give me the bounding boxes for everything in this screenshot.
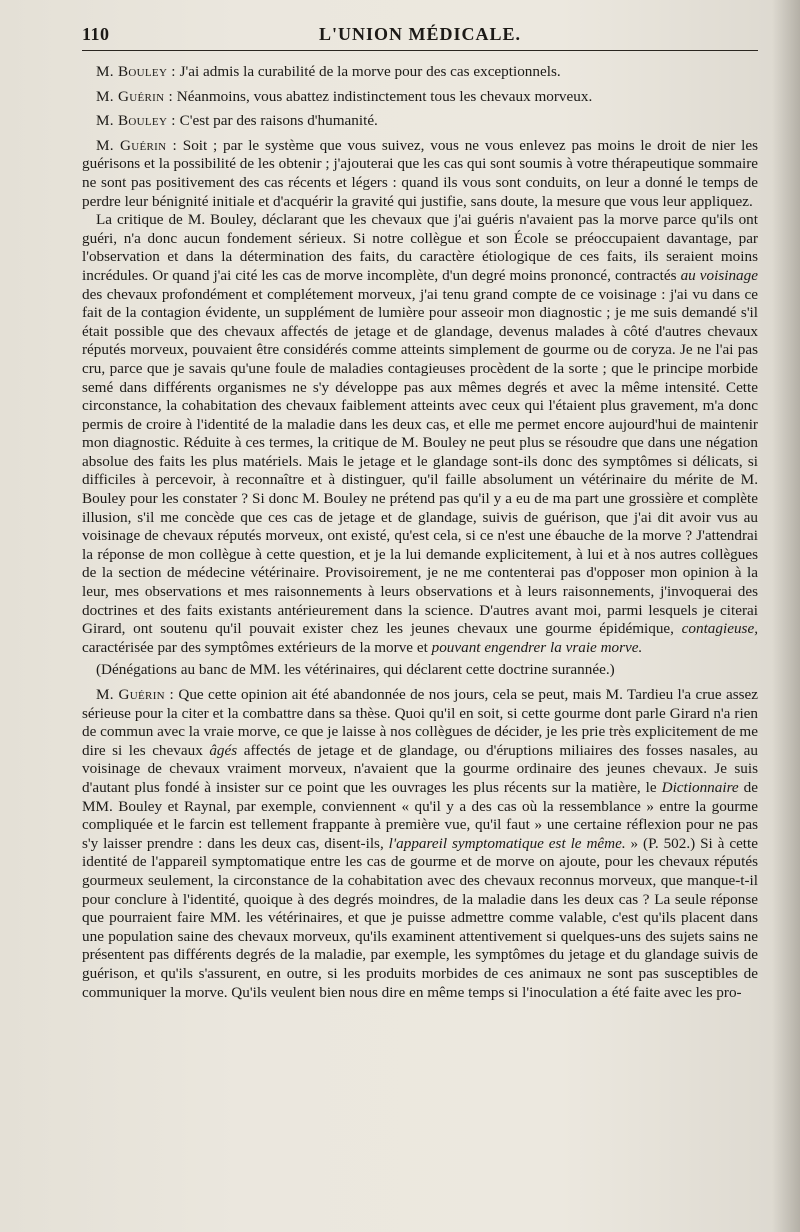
paragraph — [82, 686, 758, 1002]
speaker-name: M. Bouley : — [96, 112, 176, 130]
text-run: La critique de M. Bouley, déclarant que les chevaux que j'ai guéris n'avaient pas la morve parce qu'ils ont guéri, n'a donc aucun fondement sérieux. Si notre collègue et son École se préoccupaient davantage, par l'observation et dans la détermination des faits, du caractère étiologique de ces faits, ils seraient moins incrédules. Or quand j'ai cité les cas de morve incomplète, d'un degré moins prononcé, contractés — [82, 211, 758, 284]
text-run: C'est par des raisons d'humanité. — [175, 112, 378, 130]
text-run: caractérisée par des symptômes extérieurs de la morve et — [82, 638, 432, 656]
italic-text-run: âgés — [209, 741, 238, 759]
text-run: Néanmoins, vous abattez indistinctement tous les chevaux morveux. — [173, 87, 593, 105]
body-text — [82, 63, 758, 1002]
text-run: de MM. Bouley et Raynal, par exemple, conviennent « qu'il y a des cas où la ressemblance » entre la gourme compliquée et le farcin est tellement frappante à première vue, qu'il faut » une certaine réflexion pour ne pas s'y laisser prendre : dans les deux cas, disent-ils, — [82, 778, 758, 852]
text-run: des chevaux profondément et complétement morveux, j'ai tenu grand compte de ce voisinage : j'ai vu dans ce fait de la contagion évidente, un supplément de lumière pour asseoir mon diagnostic ; je me suis demandé s'il était possible que des chevaux affectés de jetage et de glandage, devenus malades à côté d'autres chevaux réputés morveux, pouvaient être considérés comme atteints simplement de gourme ou de coryza. Je ne l'ai pas cru, parce que je savais qu'une foule de maladies contagieuses procèdent de la sorte ; que le principe morbide semé dans différents organismes ne s'y développe pas aux mêmes degrés et avec la même intensité. Cette circonstance, la cohabitation des chevaux faiblement atteints avec ceux qui l'étaient plus gravement, m'a donc permis de croire à l'identité de la maladie dans les deux cas, et elle me permet encore aujourd'hui de maintenir mon diagnostic. Réduite à ces termes, la critique de M. Bouley ne peut plus se résoudre que dans une négation absolue des faits les plus matériels. Mais le jetage et le glandage sont-ils donc des symptômes si délicats, si difficiles à percevoir, à reconnaître et à distinguer, qu'il faille absolument un vétérinaire du mérite de M. Bouley pour les constater ? Si donc M. Bouley ne prétend pas qu'il y a eu de ma part une grossière et complète illusion, s'il me concède que ces cas de jetage et de glandage, suivis de guérison, que j'ai dit avoir vus au voisinage de chevaux réputés morveux, ont existé, qu'est cela, si ce n'est une ébauche de la morve ? J'attendrai la réponse de mon collègue à cette question, et je la lui demande explicitement, à lui et à nos autres collègues de la section de médecine vétérinaire. Provisoirement, je ne me contenterai pas d'opposer mon opinion à la leur, mes observations et mes raisonnements à leurs observations et à leurs raisonnements, j'invoquerai des doctrines et des faits existants antérieurement dans la science. D'autres avant moi, parmi lesquels je citerai Girard, ont soutenu qu'il pouvait exister chez les jeunes chevaux une gourme épidémique, — [82, 285, 758, 638]
text-run: affectés de jetage et de glandage, ou d'éruptions miliaires des fosses nasales, au voisinage de chevaux vraiment morveux, n'avaient que la gourme ordinaire des jeunes chevaux. Je suis d'autant plus fondé à insister sur ce point que les ouvrages les plus récents sur la matière, le — [82, 741, 758, 796]
text-run: » (P. 502.) Si à cette identité de l'appareil symptomatique entre les cas de gourme et de morve on ajoute, pour les chevaux réputés gourmeux seulement, la circonstance de la cohabitation avec des chevaux reconnus morveux, que manque-t-il pour conclure à l'identité, quoique à des degrés moindres, de la maladie dans les deux cas ? La seule réponse que pourraient faire MM. les vétérinaires, et que je puisse admettre comme valable, c'est qu'ils placent dans une population saine des chevaux morveux, qu'ils examinent attentivement si quelques-uns des sujets sains ne présentent pas différents degrés de la maladie, par exemple, les symptômes du jetage et du glandage suivis de guérison, et qu'ils s'assurent, en outre, si les produits morbides de ces animaux ne sont pas susceptibles de communiquer la morve. Qu'ils veulent bien nous dire en même temps si l'inoculation a été faite avec les pro- — [82, 834, 758, 1001]
text-run: J'ai admis la curabilité de la morve pour des cas exceptionnels. — [175, 63, 561, 80]
page-number: 110 — [82, 24, 110, 44]
speaker-name: M. Guérin : — [96, 136, 177, 154]
interjection-note — [82, 661, 758, 680]
paragraph — [82, 112, 758, 131]
text-run: Que cette opinion ait été abandonnée de nos jours, cela se peut, mais M. Tardieu l'a crue assez sérieuse pour la citer et la combattre dans sa thèse. Quoi qu'il en soit, si cette gourme dont parle Girard n'a rien de commun avec la vraie morve, ce que je laisse à nos collègues de décider, je les prie très explicitement de me dire si les chevaux — [82, 686, 758, 759]
paragraph — [82, 88, 758, 107]
text-run: (Dénégations au banc de MM. les vétérinaires, qui déclarent cette doctrine surannée.) — [96, 661, 615, 679]
running-title: L'UNION MÉDICALE. — [318, 24, 522, 44]
speaker-name: M. Guérin : — [96, 686, 175, 703]
italic-text-run: Dictionnaire — [661, 778, 739, 796]
italic-text-run: contagieuse, — [681, 620, 758, 638]
italic-text-run: au voisinage — [680, 266, 758, 284]
italic-text-run: pouvant engendrer la vraie morve. — [431, 638, 643, 656]
italic-text-run: l'appareil symptomatique est le même. — [388, 834, 626, 852]
paragraph — [82, 137, 758, 211]
paragraph — [82, 211, 758, 657]
speaker-name: M. Guérin : — [96, 87, 173, 105]
paragraph — [82, 63, 758, 82]
speaker-name: M. Bouley : — [96, 63, 176, 80]
text-run: Soit ; par le système que vous suivez, vous ne vous enlevez pas moins le droit de nier les guérisons et la possibilité de les obtenir ; j'ajouterai que les cas qui sont soumis à votre thérapeutique sommaire ne sont pas positivement des cas récents et légers : quand ils vous sont conduits, on leur a donné le temps de perdre leur bénignité initiale et d'acquérir la gravité qui justifie, sans doute, la mesure que vous leur appliquez. — [82, 136, 758, 210]
page-header — [82, 22, 758, 51]
